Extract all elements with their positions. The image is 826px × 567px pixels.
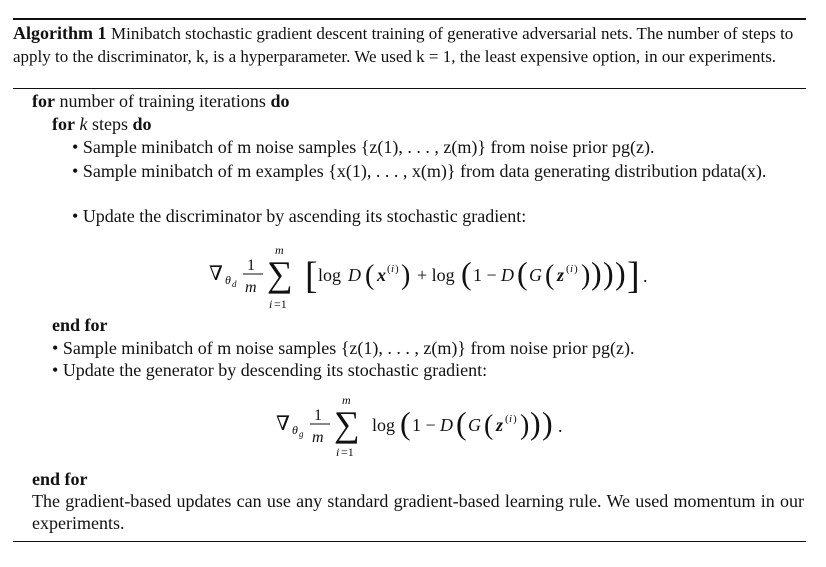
svg-text:): ) [530, 405, 541, 441]
discriminator-gradient-equation [205, 240, 675, 316]
keyword-for: for [52, 114, 75, 134]
svg-text:D: D [501, 265, 514, 285]
outer-for-line [32, 90, 289, 112]
svg-text:g: g [299, 429, 304, 439]
disc-bullet-1: • Sample minibatch of m noise samples {z(1), . . . , z(m)} from noise prior pg(z). [72, 137, 655, 157]
svg-text:1: 1 [314, 407, 322, 424]
svg-text:): ) [520, 410, 530, 441]
gen-bullet-1-text: Sample minibatch of m noise samples {z(1), . . . , z(m)} from noise prior pg(z). [62, 338, 635, 358]
svg-text:(: ( [566, 263, 570, 275]
svg-text:G: G [529, 265, 542, 285]
generator-gradient-equation [272, 392, 602, 462]
svg-text:m: m [312, 429, 324, 446]
svg-text:i: i [269, 297, 273, 311]
disc-bullet-2-text: Sample minibatch of m examples {x(1), . . . , x(m)} from data generating distribution pdata(x). [82, 161, 767, 181]
svg-text:): ) [542, 405, 553, 441]
svg-text:G: G [468, 415, 481, 435]
algorithm-label: Algorithm 1 [13, 23, 107, 43]
svg-text:): ) [395, 263, 399, 275]
caption-rule [13, 88, 806, 89]
svg-text:i: i [570, 263, 574, 275]
algorithm-caption-text: Minibatch stochastic gradient descent training of generative adversarial nets. The number of steps to apply to the discriminator, k, is a hyperparameter. We used k = 1, the least expensive option, in our experiments. [13, 24, 794, 66]
svg-text:D: D [348, 265, 361, 285]
svg-text:∑: ∑ [334, 404, 360, 444]
var-k: k [79, 114, 88, 134]
svg-text:): ) [615, 255, 626, 291]
svg-text:m: m [245, 279, 257, 296]
svg-text:θ: θ [292, 423, 298, 437]
keyword-do: do [270, 91, 290, 111]
svg-text:log: log [372, 415, 396, 435]
algorithm-caption [13, 22, 805, 68]
svg-text:): ) [581, 260, 591, 291]
disc-bullet-2: • Sample minibatch of m examples {x(1), . . . , x(m)} from data generating distribution pdata(x). [72, 161, 767, 181]
bottom-rule [13, 541, 806, 542]
keyword-for: for [32, 91, 55, 111]
svg-text:(: ( [456, 405, 467, 441]
svg-text:.: . [558, 416, 563, 436]
keyword-do: do [132, 114, 152, 134]
svg-text:∇: ∇ [209, 263, 223, 285]
svg-text:z: z [557, 265, 565, 285]
gen-bullet-1: • Sample minibatch of m noise samples {z(1), . . . , z(m)} from noise prior pg(z). [52, 338, 635, 358]
svg-text:z: z [496, 415, 504, 435]
svg-text:=1: =1 [274, 297, 287, 311]
end-inner-for: end for [52, 315, 108, 335]
gen-bullet-2-text: Update the generator by descending its stochastic gradient: [62, 360, 488, 380]
disc-bullet-3: • Update the discriminator by ascending its stochastic gradient: [72, 206, 527, 226]
svg-text:): ) [591, 255, 602, 291]
svg-text:1: 1 [247, 257, 255, 274]
svg-text:1 −: 1 − [473, 265, 497, 285]
disc-bullet-1-text: Sample minibatch of m noise samples {z(1), . . . , z(m)} from noise prior pg(z). [82, 137, 655, 157]
svg-text:i: i [336, 445, 340, 459]
inner-for-line [52, 113, 152, 135]
outer-for-text: number of training iterations [59, 91, 266, 111]
svg-text:]: ] [627, 255, 640, 297]
svg-text:D: D [440, 415, 453, 435]
svg-text:d: d [232, 279, 237, 289]
svg-text:log: log [318, 265, 342, 285]
svg-text:(: ( [484, 410, 494, 441]
svg-text:(: ( [517, 255, 528, 291]
svg-text:(: ( [400, 405, 411, 441]
svg-text:): ) [513, 413, 517, 425]
svg-text:(: ( [461, 255, 472, 291]
end-outer-for: end for [32, 469, 88, 489]
svg-text:(: ( [545, 260, 555, 291]
svg-text:.: . [643, 266, 648, 286]
svg-text:1 −: 1 − [412, 415, 436, 435]
svg-text:∑: ∑ [267, 254, 293, 294]
footer-note: The gradient-based updates can use any standard gradient-based learning rule. We used momentum in our experiments. [32, 491, 804, 533]
svg-text:∇: ∇ [276, 413, 290, 435]
svg-text:): ) [401, 260, 411, 291]
svg-text:(: ( [387, 263, 391, 275]
svg-text:): ) [603, 255, 614, 291]
svg-text:+ log: + log [417, 265, 455, 285]
svg-text:i: i [509, 413, 513, 425]
svg-text:i: i [391, 263, 395, 275]
svg-text:): ) [574, 263, 578, 275]
svg-text:m: m [275, 243, 284, 257]
svg-text:x: x [377, 265, 386, 285]
svg-text:[: [ [305, 255, 318, 297]
gen-bullet-2: • Update the generator by descending its stochastic gradient: [52, 360, 488, 380]
svg-text:θ: θ [225, 273, 231, 287]
disc-bullet-3-text: Update the discriminator by ascending its stochastic gradient: [82, 206, 527, 226]
svg-text:=1: =1 [341, 445, 354, 459]
svg-text:(: ( [365, 260, 375, 291]
top-rule [13, 18, 806, 20]
svg-text:(: ( [505, 413, 509, 425]
inner-for-text: steps [91, 114, 128, 134]
svg-text:m: m [342, 393, 351, 407]
